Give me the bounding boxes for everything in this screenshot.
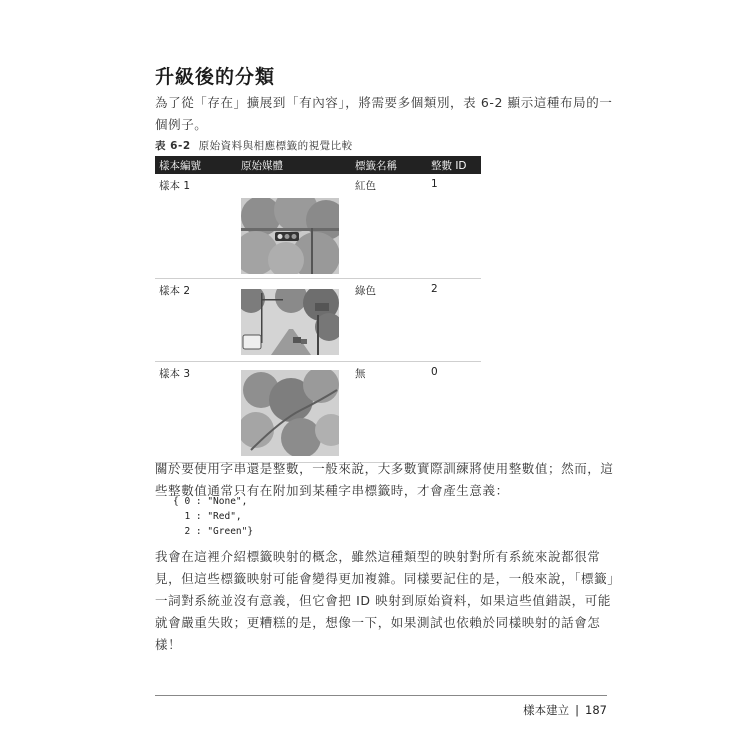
- header-sample-id: 樣本編號: [155, 156, 237, 174]
- cell-label: 無: [351, 362, 427, 463]
- cell-media: [237, 279, 351, 362]
- cell-media: [237, 174, 351, 279]
- street-photo: [241, 289, 339, 355]
- code-line: { 0 : "None",: [173, 496, 248, 507]
- footer-chapter: 樣本建立: [523, 703, 570, 717]
- tree-photo-graphic: [241, 370, 339, 456]
- cell-media: [237, 362, 351, 463]
- table-caption-number: 表 6-2: [155, 140, 191, 152]
- cell-label: 紅色: [351, 174, 427, 279]
- tree-photo: [241, 370, 339, 456]
- table-header-row: [155, 156, 481, 174]
- cell-sample: 樣本 3: [155, 362, 237, 463]
- table-caption: [155, 138, 353, 153]
- header-label-name: 標籤名稱: [351, 156, 427, 174]
- table-row: [155, 362, 481, 463]
- cell-sample: 樣本 2: [155, 279, 237, 362]
- cell-label: 綠色: [351, 279, 427, 362]
- table-row: [155, 279, 481, 362]
- cell-id: 2: [427, 279, 481, 362]
- traffic-light-photo-graphic: [241, 198, 339, 274]
- page-footer: [523, 702, 607, 718]
- page-number: 187: [585, 703, 607, 717]
- header-integer-id: 整數 ID: [427, 156, 481, 174]
- street-photo-graphic: [241, 289, 339, 355]
- label-table: [155, 156, 481, 463]
- table-row: [155, 174, 481, 279]
- section-heading: 升級後的分類: [155, 66, 276, 88]
- intro-paragraph: 為了從「存在」擴展到「有內容」，將需要多個類別，表 6-2 顯示這種布局的一個例子。: [155, 95, 613, 132]
- header-raw-media: 原始媒體: [237, 156, 351, 174]
- cell-id: 1: [427, 174, 481, 279]
- cell-id: 0: [427, 362, 481, 463]
- code-block: [173, 494, 253, 539]
- code-line: 2 : "Green"}: [173, 526, 254, 537]
- table-caption-text: 原始資料與相應標籤的視覺比較: [198, 140, 353, 152]
- paragraph-label-mapping: 我會在這裡介紹標籤映射的概念，雖然這種類型的映射對所有系統來說都很常見，但這些標籤映射可能會變得更加複雜。同樣要記住的是，一般來說，「標籤」一詞對系統並沒有意義，但它會把 ID 映射到原始資料，如果這些值錯誤，可能就會嚴重失敗；更糟糕的是，想像一下，如果測試也依賴於同樣映射的話會怎樣！: [155, 549, 615, 652]
- footer-separator: |: [575, 703, 580, 717]
- footer-divider: [155, 695, 607, 696]
- cell-sample: 樣本 1: [155, 174, 237, 279]
- traffic-light-photo: [241, 198, 339, 274]
- code-line: 1 : "Red",: [173, 511, 242, 522]
- paragraph-integers: 關於要使用字串還是整數，一般來說，大多數實際訓練將使用整數值；然而，這些整數值通常只有在附加到某種字串標籤時，才會產生意義：: [155, 461, 614, 498]
